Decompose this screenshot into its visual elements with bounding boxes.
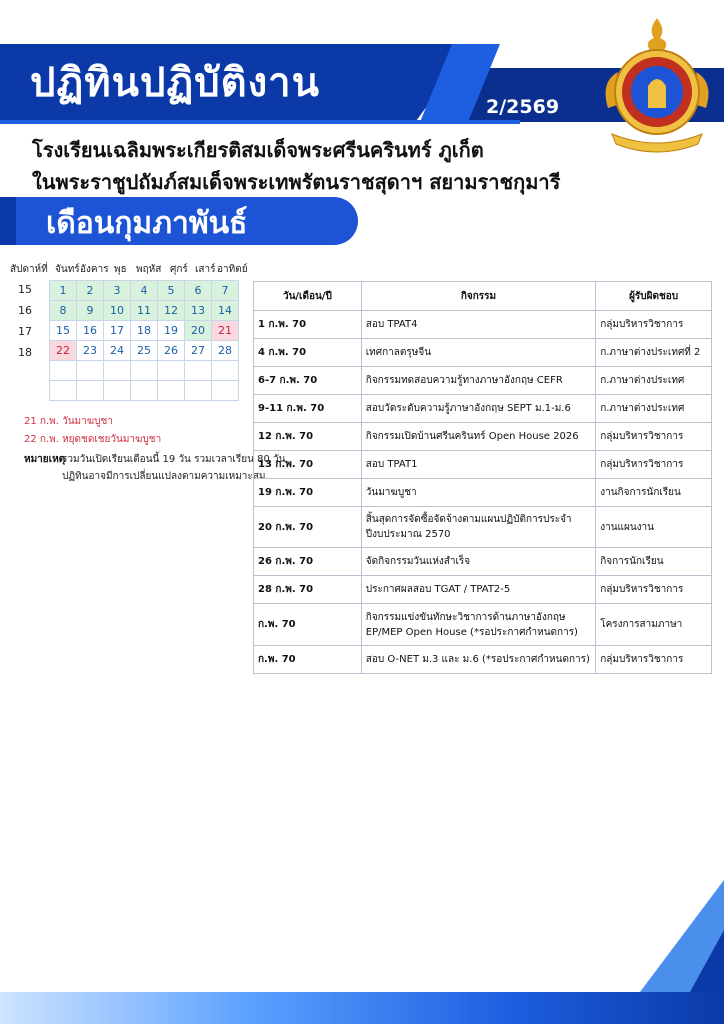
activity-name: วันมาฆบูชา [361, 479, 595, 507]
calendar-day: 11 [131, 301, 158, 321]
calendar-day: 10 [104, 301, 131, 321]
activity-name: กิจกรรมแข่งขันทักษะวิชาการด้านภาษาอังกฤษ EP/MEP Open House (*รอประกาศกำหนดการ) [361, 604, 595, 646]
calendar-day: 19 [158, 321, 185, 341]
remark-label: หมายเหตุ [24, 454, 66, 465]
holiday-note: 22 ก.พ. หยุดชดเชยวันมาฆบูชา [24, 434, 162, 445]
activity-name: สอบ TPAT1 [361, 451, 595, 479]
calendar-week-row [50, 341, 239, 361]
activity-owner: โครงการสามภาษา [596, 604, 712, 646]
activity-name: กิจกรรมเปิดบ้านศรีนครินทร์ Open House 2026 [361, 423, 595, 451]
activity-name: จัดกิจกรรมวันแห่งสำเร็จ [361, 548, 595, 576]
term-label: 2/2569 [486, 96, 560, 118]
table-row [254, 646, 712, 674]
activity-name: เทศกาลตรุษจีน [361, 339, 595, 367]
cal-header-fri: ศุกร์ [170, 264, 188, 275]
calendar-day: 26 [158, 341, 185, 361]
table-row [254, 311, 712, 339]
table-row [254, 423, 712, 451]
calendar-empty-row [50, 381, 239, 401]
calendar-day: 13 [185, 301, 212, 321]
page-title: ปฏิทินปฏิบัติงาน [30, 60, 320, 106]
table-row [254, 367, 712, 395]
week-number: 17 [18, 325, 32, 338]
activity-owner: กลุ่มบริหารวิชาการ [596, 646, 712, 674]
cal-header-thu: พฤหัส [136, 264, 162, 275]
activity-owner: ก.ภาษาต่างประเทศ [596, 367, 712, 395]
column-header-activity: กิจกรรม [361, 282, 595, 311]
calendar-empty-row [50, 361, 239, 381]
cal-header-tue: อังคาร [80, 264, 109, 275]
calendar-day: 6 [185, 281, 212, 301]
calendar-day: 24 [104, 341, 131, 361]
cal-header-wed: พุธ [114, 264, 127, 275]
week-number: 16 [18, 304, 32, 317]
activity-owner: ก.ภาษาต่างประเทศ [596, 395, 712, 423]
activity-owner: งานแผนงาน [596, 507, 712, 548]
calendar-day: 28 [212, 341, 239, 361]
calendar-day: 14 [212, 301, 239, 321]
activity-owner: ก.ภาษาต่างประเทศที่ 2 [596, 339, 712, 367]
school-name-line1: โรงเรียนเฉลิมพระเกียรติสมเด็จพระศรีนครินทร์ ภูเก็ต [32, 138, 484, 162]
calendar-empty-cell [212, 381, 239, 401]
calendar-day: 23 [77, 341, 104, 361]
activity-date: 12 ก.พ. 70 [254, 423, 362, 451]
activity-date: ก.พ. 70 [254, 604, 362, 646]
table-row [254, 451, 712, 479]
table-row [254, 604, 712, 646]
cal-header-sun: อาทิตย์ [217, 264, 248, 275]
calendar-empty-cell [77, 361, 104, 381]
calendar-day: 18 [131, 321, 158, 341]
activity-date: 9-11 ก.พ. 70 [254, 395, 362, 423]
calendar-day: 12 [158, 301, 185, 321]
calendar-day: 7 [212, 281, 239, 301]
calendar-empty-cell [77, 381, 104, 401]
table-row [254, 479, 712, 507]
activity-date: 1 ก.พ. 70 [254, 311, 362, 339]
table-row [254, 339, 712, 367]
activity-date: 6-7 ก.พ. 70 [254, 367, 362, 395]
table-row [254, 576, 712, 604]
activity-owner: กลุ่มบริหารวิชาการ [596, 311, 712, 339]
calendar-empty-cell [131, 361, 158, 381]
activity-owner: งานกิจการนักเรียน [596, 479, 712, 507]
calendar-day-holiday: 21 [212, 321, 239, 341]
school-emblem-icon [598, 12, 716, 162]
week-number: 18 [18, 346, 32, 359]
activity-name: กิจกรรมทดสอบความรู้ทางภาษาอังกฤษ CEFR [361, 367, 595, 395]
activity-date: ก.พ. 70 [254, 646, 362, 674]
footer-bar [0, 992, 724, 1024]
holiday-note: 21 ก.พ. วันมาฆบูชา [24, 416, 113, 427]
activity-name: สอบวัดระดับความรู้ภาษาอังกฤษ SEPT ม.1-ม.6 [361, 395, 595, 423]
calendar-day: 25 [131, 341, 158, 361]
header-underline [0, 120, 520, 124]
table-row [254, 395, 712, 423]
activity-date: 19 ก.พ. 70 [254, 479, 362, 507]
calendar-week-row [50, 321, 239, 341]
activity-name: สอบ O-NET ม.3 และ ม.6 (*รอประกาศกำหนดการ) [361, 646, 595, 674]
column-header-owner: ผู้รับผิดชอบ [596, 282, 712, 311]
calendar-week-row [50, 301, 239, 321]
calendar-empty-cell [158, 361, 185, 381]
calendar-day: 9 [77, 301, 104, 321]
calendar-empty-cell [185, 381, 212, 401]
table-header-row [254, 282, 712, 311]
column-header-date: วัน/เดือน/ปี [254, 282, 362, 311]
activity-owner: กลุ่มบริหารวิชาการ [596, 423, 712, 451]
calendar-day: 27 [185, 341, 212, 361]
calendar-day-holiday: 22 [50, 341, 77, 361]
activity-date: 20 ก.พ. 70 [254, 507, 362, 548]
calendar-week-row [50, 281, 239, 301]
calendar-day: 2 [77, 281, 104, 301]
month-banner-accent [0, 197, 16, 245]
calendar-day: 5 [158, 281, 185, 301]
calendar-empty-cell [158, 381, 185, 401]
cal-header-mon: จันทร์ [55, 264, 80, 275]
calendar-day: 20 [185, 321, 212, 341]
month-title: เดือนกุมภาพันธ์ [46, 206, 248, 241]
activity-owner: กลุ่มบริหารวิชาการ [596, 576, 712, 604]
activity-date: 13 ก.พ. 70 [254, 451, 362, 479]
calendar-day: 16 [77, 321, 104, 341]
calendar-empty-cell [104, 361, 131, 381]
calendar-empty-cell [185, 361, 212, 381]
calendar-day: 3 [104, 281, 131, 301]
activity-date: 26 ก.พ. 70 [254, 548, 362, 576]
table-row [254, 507, 712, 548]
calendar-day: 17 [104, 321, 131, 341]
calendar-empty-cell [212, 361, 239, 381]
table-row [254, 548, 712, 576]
activity-name: ประกาศผลสอบ TGAT / TPAT2-5 [361, 576, 595, 604]
calendar-day: 1 [50, 281, 77, 301]
activity-date: 4 ก.พ. 70 [254, 339, 362, 367]
activity-name: สอบ TPAT4 [361, 311, 595, 339]
calendar-day: 4 [131, 281, 158, 301]
calendar-day: 15 [50, 321, 77, 341]
activity-owner: กิจการนักเรียน [596, 548, 712, 576]
activity-date: 28 ก.พ. 70 [254, 576, 362, 604]
cal-header-week: สัปดาห์ที่ [10, 264, 48, 275]
calendar-day: 8 [50, 301, 77, 321]
cal-header-sat: เสาร์ [195, 264, 216, 275]
month-calendar [49, 280, 239, 401]
week-number: 15 [18, 283, 32, 296]
calendar-empty-cell [50, 361, 77, 381]
school-name-line2: ในพระราชูปถัมภ์สมเด็จพระเทพรัตนราชสุดาฯ สยามราชกุมารี [32, 170, 561, 194]
activities-table [253, 281, 712, 674]
remark-text: รวมวันเปิดเรียนเดือนนี้ 19 วัน รวมเวลาเรียน 80 วัน [62, 454, 286, 465]
calendar-empty-cell [104, 381, 131, 401]
calendar-empty-cell [50, 381, 77, 401]
remark-text: ปฏิทินอาจมีการเปลี่ยนแปลงตามความเหมาะสม [62, 471, 266, 482]
activity-name: สิ้นสุดการจัดซื้อจัดจ้างตามแผนปฏิบัติการประจำปีงบประมาณ 2570 [361, 507, 595, 548]
activity-owner: กลุ่มบริหารวิชาการ [596, 451, 712, 479]
calendar-empty-cell [131, 381, 158, 401]
